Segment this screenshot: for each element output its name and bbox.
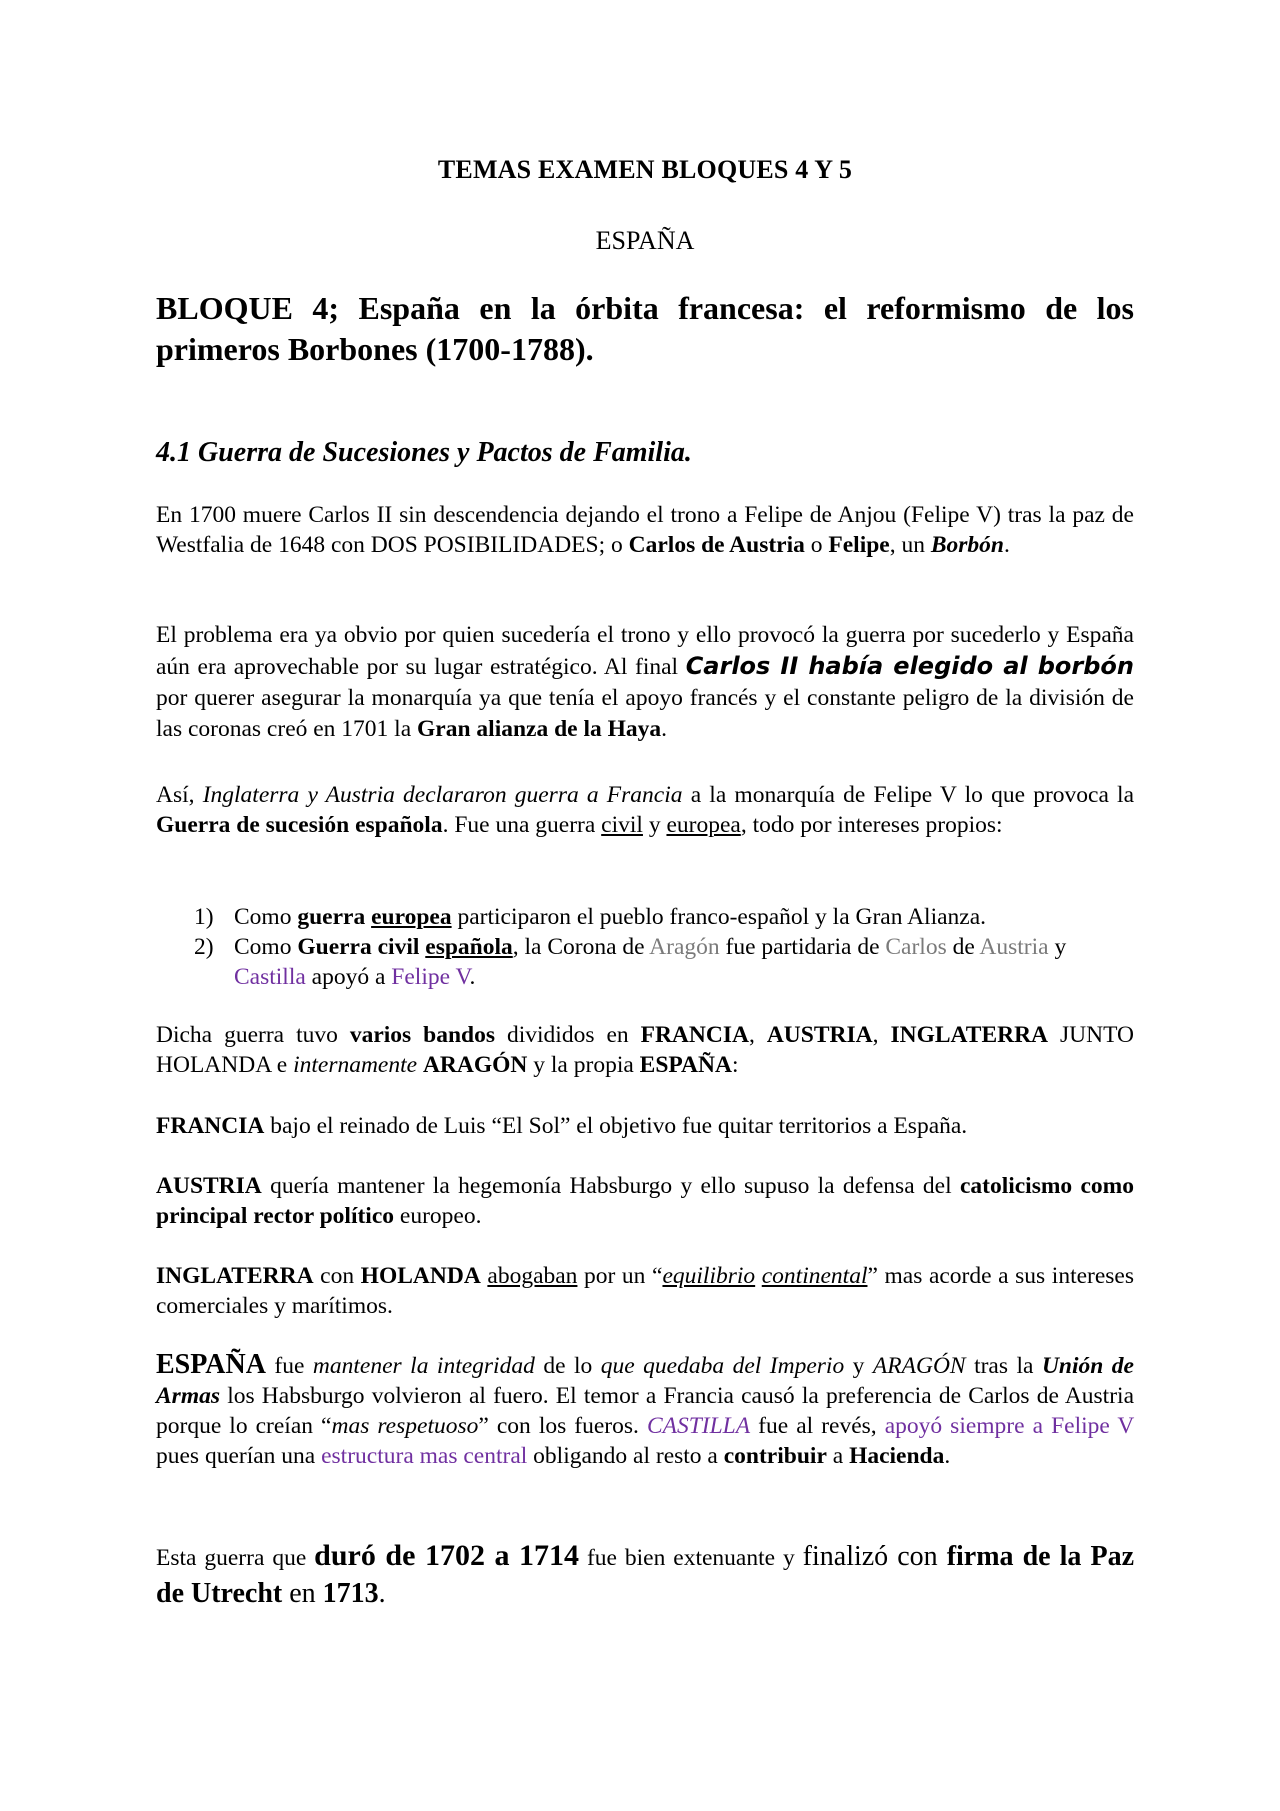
text-run: Esta guerra que bbox=[156, 1545, 315, 1571]
emphasis-run: Carlos II había elegido al borbón bbox=[685, 652, 1134, 680]
text-run: en bbox=[282, 1578, 323, 1609]
text-run: participaron el pueblo franco-español y la Gran Alianza. bbox=[451, 904, 987, 930]
bold-run: varios bandos bbox=[349, 1022, 496, 1048]
paragraph-war-declaration bbox=[156, 780, 1134, 840]
paragraph-espana bbox=[156, 1350, 1134, 1471]
text-run: . bbox=[944, 1443, 951, 1469]
gray-run: Aragón bbox=[649, 934, 720, 960]
document-subtitle: ESPAÑA bbox=[595, 226, 695, 255]
text-run bbox=[755, 1263, 762, 1289]
bold-run: Hacienda bbox=[849, 1443, 945, 1469]
text-run: europeo. bbox=[394, 1203, 482, 1229]
bold-run: catolicismo como principal rector político bbox=[156, 1173, 1134, 1229]
bold-run: ESPAÑA bbox=[639, 1052, 732, 1078]
block-heading: BLOQUE 4; España en la órbita francesa: el reformismo de los primeros Borbones (1700-1788). bbox=[156, 290, 1134, 367]
text-run: , bbox=[748, 1022, 767, 1048]
text-run: divididos en bbox=[495, 1022, 641, 1048]
text-run: tras la bbox=[965, 1353, 1042, 1379]
text-run: o bbox=[804, 532, 829, 558]
bold-run: Guerra de sucesión española bbox=[156, 812, 443, 838]
text-run: . bbox=[661, 716, 668, 742]
text-run: : bbox=[731, 1052, 739, 1078]
text-run: fue partidaria de bbox=[719, 934, 886, 960]
text-run: . bbox=[378, 1578, 386, 1609]
text-run: Así, bbox=[156, 782, 203, 808]
text-run: a la monarquía de Felipe V lo que provoca la bbox=[682, 782, 1135, 808]
paragraph-problem bbox=[156, 620, 1134, 745]
purple-run: estructura mas central bbox=[321, 1443, 528, 1469]
gray-run: Carlos bbox=[885, 934, 947, 960]
text-run: quería mantener la hegemonía Habsburgo y ello supuso la defensa del bbox=[261, 1173, 960, 1199]
bold-run: Carlos de Austria bbox=[628, 532, 805, 558]
bold-underlined-run: española bbox=[425, 934, 513, 960]
bold-run: ARAGÓN bbox=[422, 1052, 528, 1078]
text-run: Dicha guerra tuvo bbox=[156, 1022, 350, 1048]
text-run: , bbox=[872, 1022, 891, 1048]
bold-run: AUSTRIA bbox=[156, 1173, 262, 1199]
text-run: con bbox=[313, 1263, 361, 1289]
list-number: 1) bbox=[194, 904, 214, 930]
list-number: 2) bbox=[194, 934, 214, 960]
text-run: bajo el reinado de Luis “El Sol” el objetivo fue quitar territorios a España. bbox=[264, 1113, 968, 1139]
italic-run: mantener la integridad bbox=[312, 1353, 535, 1379]
bold-run: Felipe bbox=[828, 532, 890, 558]
text-run: ” mas acorde a sus intereses comerciales y marítimos. bbox=[156, 1263, 1135, 1319]
bold-run: firma de la Paz de Utrecht bbox=[156, 1541, 1135, 1609]
bold-run: FRANCIA bbox=[156, 1113, 265, 1139]
text-run: finalizó con bbox=[802, 1541, 947, 1572]
bold-run: AUSTRIA bbox=[766, 1022, 873, 1048]
text-run: , todo por intereses propios: bbox=[740, 812, 1003, 838]
bold-run: INGLATERRA bbox=[156, 1263, 314, 1289]
text-run: JUNTO HOLANDA e bbox=[156, 1022, 1134, 1078]
text-run: y bbox=[844, 1353, 873, 1379]
italic-underlined-run: continental bbox=[761, 1263, 868, 1289]
underlined-run: civil bbox=[601, 812, 643, 838]
text-run: obligando al resto a bbox=[527, 1443, 724, 1469]
text-run: . Fue una guerra bbox=[442, 812, 602, 838]
document-title: TEMAS EXAMEN BLOQUES 4 Y 5 bbox=[437, 155, 853, 184]
italic-run: ARAGÓN bbox=[872, 1353, 966, 1379]
text-run: de lo bbox=[534, 1353, 601, 1379]
italic-run: Inglaterra y Austria declararon guerra a Francia bbox=[202, 782, 683, 808]
text-run: En 1700 muere Carlos II sin descendencia dejando el trono a Felipe de Anjou (Felipe V) tras la paz de Westfalia de 1648 con DOS POSIBILIDADES; o bbox=[156, 502, 1134, 558]
italic-run: internamente bbox=[293, 1052, 418, 1078]
list-item bbox=[156, 932, 1134, 992]
text-run: por un “ bbox=[577, 1263, 663, 1289]
purple-run: Felipe V bbox=[391, 964, 470, 990]
purple-italic-run: CASTILLA bbox=[646, 1413, 751, 1439]
text-run: de bbox=[946, 934, 980, 960]
paragraph-succession bbox=[156, 500, 1134, 560]
text-run: fue bien extenuante y bbox=[579, 1545, 803, 1571]
underlined-run: abogaban bbox=[487, 1263, 578, 1289]
text-run: fue al revés, bbox=[750, 1413, 885, 1439]
bold-run: contribuir bbox=[723, 1443, 827, 1469]
gray-run: Austria bbox=[979, 934, 1049, 960]
bold-italic-run: Borbón bbox=[930, 532, 1004, 558]
text-run: . bbox=[1004, 532, 1010, 558]
bold-run: duró de 1702 a 1714 bbox=[314, 1539, 580, 1572]
numbered-list bbox=[156, 902, 1134, 992]
paragraph-inglaterra bbox=[156, 1261, 1134, 1321]
purple-run: apoyó siempre a Felipe V bbox=[884, 1413, 1134, 1439]
text-run: , la Corona de bbox=[512, 934, 650, 960]
text-run: apoyó a bbox=[305, 964, 392, 990]
italic-run: que quedaba del Imperio bbox=[600, 1353, 845, 1379]
bold-italic-run: Unión de Armas bbox=[156, 1353, 1134, 1409]
text-run: fue bbox=[265, 1353, 313, 1379]
bold-underlined-run: europea bbox=[371, 904, 452, 930]
text-run: El problema era ya obvio por quien sucedería el trono y ello provocó la guerra por sucederlo y España aún era aprovechable por su lugar estratégico. Al final bbox=[156, 622, 1134, 680]
text-run: los Habsburgo volvieron al fuero. El temor a Francia causó la preferencia de Carlos de Austria porque lo creían “ bbox=[156, 1383, 1134, 1439]
text-run: pues querían una bbox=[156, 1443, 322, 1469]
text-run: . bbox=[469, 964, 476, 990]
text-run: por querer asegurar la monarquía ya que tenía el apoyo francés y el constante peligro de la división de las coronas creó en 1701 la bbox=[156, 685, 1134, 742]
text-run: y la propia bbox=[527, 1052, 640, 1078]
underlined-run: europea bbox=[666, 812, 741, 838]
text-run: , un bbox=[889, 532, 931, 558]
paragraph-bandos bbox=[156, 1020, 1134, 1080]
bold-run: FRANCIA bbox=[640, 1022, 749, 1048]
purple-run: Castilla bbox=[234, 964, 306, 990]
text-run: Como bbox=[234, 934, 298, 960]
text-run: y bbox=[642, 812, 667, 838]
text-run: ” con los fueros. bbox=[478, 1413, 647, 1439]
italic-run: mas respetuoso bbox=[331, 1413, 479, 1439]
paragraph-austria bbox=[156, 1171, 1134, 1231]
bold-run: guerra bbox=[297, 904, 372, 930]
section-heading: 4.1 Guerra de Sucesiones y Pactos de Familia. bbox=[156, 437, 692, 468]
paragraph-francia bbox=[156, 1111, 1134, 1141]
bold-run: Guerra civil bbox=[297, 934, 426, 960]
bold-run: HOLANDA bbox=[360, 1263, 481, 1289]
bold-run: 1713 bbox=[322, 1578, 379, 1609]
bold-run: INGLATERRA bbox=[890, 1022, 1049, 1048]
text-run: Como bbox=[234, 904, 298, 930]
list-item bbox=[156, 902, 1134, 932]
text-run: y bbox=[1048, 934, 1067, 960]
paragraph-utrecht bbox=[156, 1538, 1134, 1613]
text-run: a bbox=[826, 1443, 850, 1469]
bold-run: ESPAÑA bbox=[156, 1349, 266, 1380]
bold-run: Gran alianza de la Haya bbox=[417, 716, 662, 742]
italic-underlined-run: equilibrio bbox=[662, 1263, 756, 1289]
